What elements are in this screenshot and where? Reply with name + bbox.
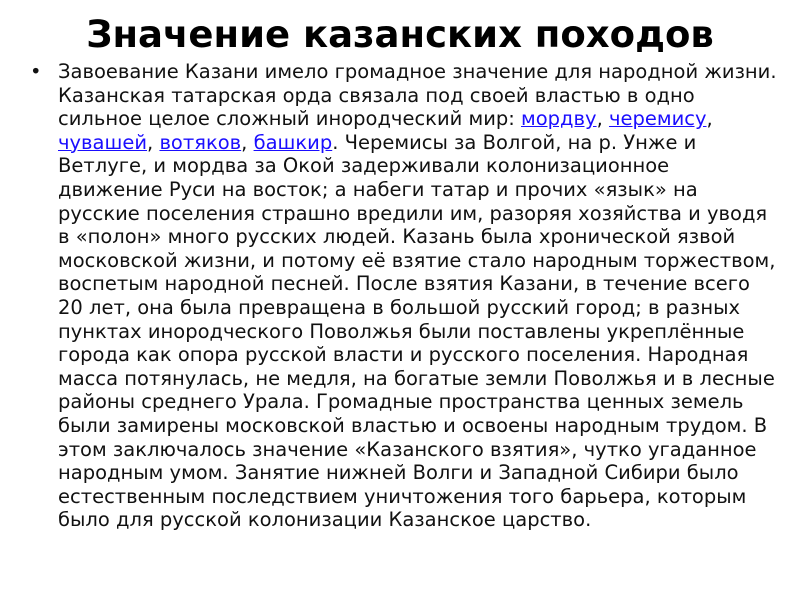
bullet-item [30, 60, 778, 532]
separator: , [596, 107, 609, 131]
slide-title: Значение казанских походов [86, 13, 714, 56]
separator: , [706, 107, 713, 131]
separator: , [147, 130, 160, 154]
separator: , [241, 130, 254, 154]
link-cheremisu[interactable]: черемису [608, 107, 707, 131]
bullet-icon: • [30, 60, 42, 83]
link-votyakov[interactable]: вотяков [159, 130, 242, 154]
link-chuvashey[interactable]: чувашей [58, 130, 148, 154]
link-bashkir[interactable]: башкир [253, 130, 333, 154]
bullet-list [30, 60, 778, 532]
paragraph-text-start: Завоевание Казани имело громадное значение для народной жизни. Казанская татарская орда связала под своей властью в одно сильное целое сложный инородческий мир: [58, 60, 777, 131]
paragraph-text-end: . Черемисы за Волгой, на р. Унже и Ветлуге, и мордва за Окой задерживали колонизационное движение Руси на восток; а набеги татар и прочих «язык» на русские поселения страшно вредили им, разоряя хозяйства и уводя в «полон» много русских людей. Казань была хронической язвой московской жизни, и потому её взятие стало народным торжеством, воспетым народной песней. После взятия Казани, в течение всего 20 лет, она была превращена в большой русский город; в разных пунктах инородческого Поволжья были поставлены укреплённые города как опора русской власти и русского поселения. Народная масса потянулась, не медля, на богатые земли Поволжья и в лесные районы среднего Урала. Громадные пространства ценных земель были замирены московской властью и освоены народным трудом. В этом заключалось значение «Казанского взятия», чутко угаданное народным умом. Занятие нижней Волги и Западной Сибири было естественным последствием уничтожения того барьера, которым было для русской колонизации Казанское царство. [58, 130, 776, 532]
link-mordvu[interactable]: мордву [521, 107, 597, 131]
